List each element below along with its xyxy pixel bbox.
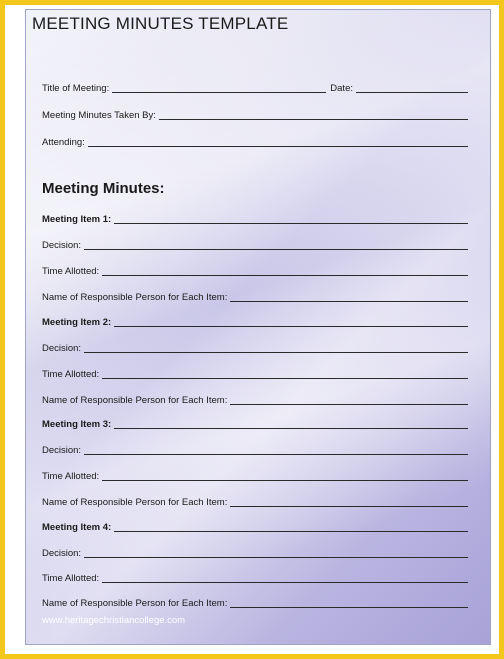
meeting-item-row: [42, 314, 468, 328]
responsible-person-row: [42, 289, 468, 303]
watermark-text: www.heritagechristiancollege.com: [42, 615, 186, 626]
meeting-item-label: Meeting Item 3:: [42, 419, 112, 430]
document-frame: [5, 5, 499, 654]
meeting-item-blank: [114, 213, 468, 224]
meeting-item-row: [42, 416, 468, 430]
date-label: Date:: [330, 83, 353, 94]
meeting-item-row: [42, 519, 468, 533]
attending-blank: [88, 136, 468, 147]
decision-row: [42, 442, 468, 456]
time-allotted-blank: [102, 368, 468, 379]
responsible-person-label: Name of Responsible Person for Each Item:: [42, 292, 228, 303]
decision-label: Decision:: [42, 240, 82, 251]
time-allotted-row: [42, 468, 468, 482]
template-page: [25, 9, 491, 645]
meeting-item-label: Meeting Item 1:: [42, 214, 112, 225]
time-allotted-row: [42, 366, 468, 380]
attending-row: [42, 134, 468, 148]
responsible-person-label: Name of Responsible Person for Each Item:: [42, 395, 228, 406]
date-blank: [356, 82, 468, 93]
title-of-meeting-label: Title of Meeting:: [42, 83, 110, 94]
decision-label: Decision:: [42, 343, 82, 354]
decision-row: [42, 340, 468, 354]
time-allotted-row: [42, 263, 468, 277]
time-allotted-label: Time Allotted:: [42, 266, 100, 277]
taken-by-label: Meeting Minutes Taken By:: [42, 110, 156, 121]
decision-blank: [84, 239, 468, 250]
section-heading: Meeting Minutes:: [42, 180, 165, 197]
decision-label: Decision:: [42, 445, 82, 456]
responsible-person-blank: [230, 394, 468, 405]
attending-label: Attending:: [42, 137, 85, 148]
responsible-person-blank: [230, 291, 468, 302]
responsible-person-blank: [230, 597, 468, 608]
meeting-item-row: [42, 211, 468, 225]
responsible-person-label: Name of Responsible Person for Each Item:: [42, 497, 228, 508]
decision-blank: [84, 547, 468, 558]
time-allotted-label: Time Allotted:: [42, 369, 100, 380]
responsible-person-row: [42, 494, 468, 508]
responsible-person-blank: [230, 496, 468, 507]
taken-by-row: [42, 107, 468, 121]
title-of-meeting-row: [42, 80, 468, 94]
decision-blank: [84, 342, 468, 353]
meeting-item-blank: [114, 521, 468, 532]
responsible-person-row: [42, 595, 468, 609]
meeting-item-label: Meeting Item 2:: [42, 317, 112, 328]
taken-by-blank: [159, 109, 468, 120]
time-allotted-label: Time Allotted:: [42, 471, 100, 482]
meeting-item-label: Meeting Item 4:: [42, 522, 112, 533]
decision-blank: [84, 444, 468, 455]
time-allotted-label: Time Allotted:: [42, 573, 100, 584]
time-allotted-row: [42, 570, 468, 584]
meeting-item-blank: [114, 418, 468, 429]
meeting-item-blank: [114, 316, 468, 327]
page-title: MEETING MINUTES TEMPLATE: [32, 14, 289, 33]
decision-row: [42, 237, 468, 251]
decision-label: Decision:: [42, 548, 82, 559]
responsible-person-row: [42, 392, 468, 406]
decision-row: [42, 545, 468, 559]
time-allotted-blank: [102, 572, 468, 583]
responsible-person-label: Name of Responsible Person for Each Item:: [42, 598, 228, 609]
time-allotted-blank: [102, 470, 468, 481]
time-allotted-blank: [102, 265, 468, 276]
title-of-meeting-blank: [112, 82, 326, 93]
